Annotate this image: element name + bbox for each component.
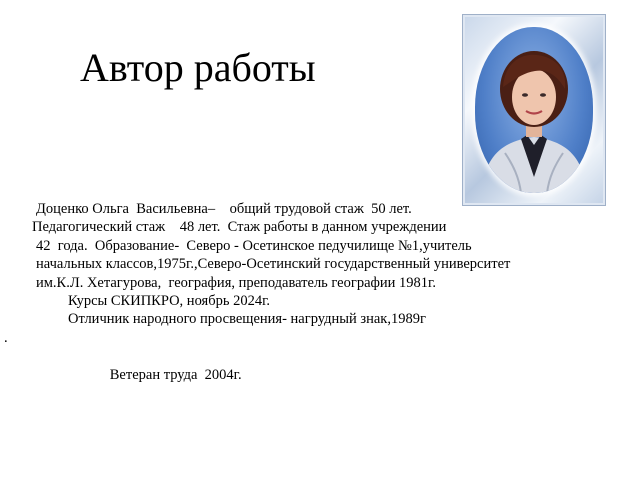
- bio-line-5: им.К.Л. Хетагурова, география, преподаватель географии 1981г.: [36, 274, 436, 291]
- portrait-image: [475, 27, 593, 193]
- bio-line-2: Педагогический стаж 48 лет. Стаж работы в данном учреждении: [32, 219, 447, 236]
- bio-line-veteran-text: Ветеран труда 2004г.: [109, 366, 242, 383]
- bio-line-1: Доценко Ольга Васильевна– общий трудовой стаж 50 лет.: [36, 201, 412, 217]
- bio-line-veteran: [4, 329, 622, 403]
- bio-line-4: начальных классов,1975г.,Северо-Осетинский государственный университет: [36, 256, 511, 273]
- author-bio: [4, 200, 622, 402]
- bio-line-3: 42 года. Образование- Северо - Осетинское педучилище №1,учитель: [36, 237, 472, 254]
- bio-line-courses: Курсы СКИПКРО, ноябрь 2024г.: [68, 293, 271, 310]
- bio-line-award: Отличник народного просвещения- нагрудный знак,1989г: [68, 311, 426, 328]
- author-photo: [475, 27, 593, 193]
- slide-title: Автор работы: [80, 45, 316, 90]
- photo-frame: [462, 14, 606, 206]
- bullet-mark: .: [4, 329, 8, 346]
